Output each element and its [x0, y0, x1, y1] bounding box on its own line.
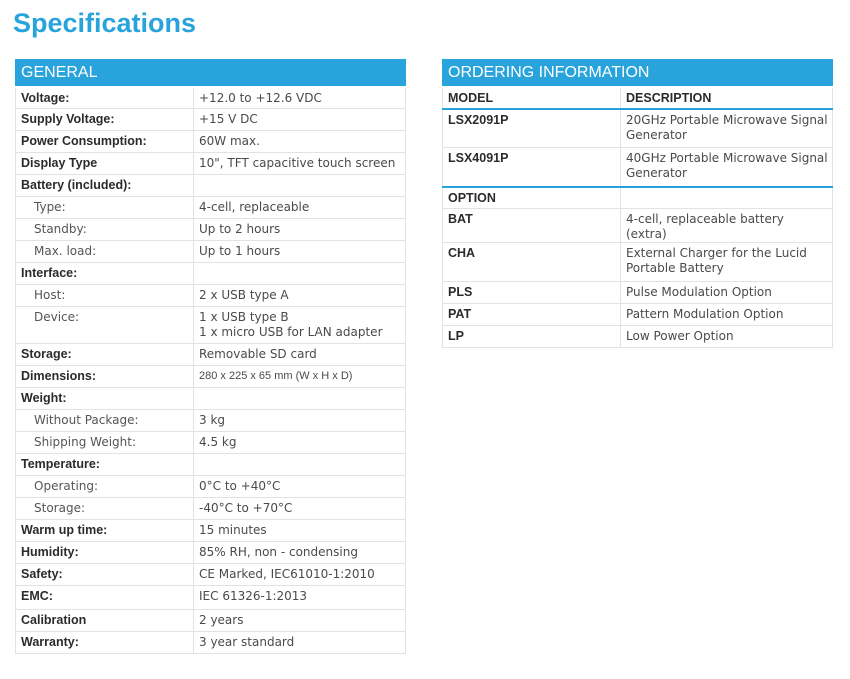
spec-label: Device:: [16, 307, 194, 344]
order-code: CHA: [443, 243, 621, 282]
ordering-header: ORDERING INFORMATION: [443, 60, 833, 87]
spec-value: 10", TFT capacitive touch screen: [194, 153, 406, 175]
table-row: [16, 564, 406, 586]
spec-label: Supply Voltage:: [16, 109, 194, 131]
table-row: [443, 209, 833, 243]
model-column-header: MODEL: [443, 87, 621, 109]
spec-label: EMC:: [16, 586, 194, 610]
order-description: Low Power Option: [621, 326, 833, 348]
general-header: GENERAL: [16, 60, 406, 87]
spec-value: 1 x USB type B 1 x micro USB for LAN adapter: [194, 307, 406, 344]
spec-label: Type:: [16, 197, 194, 219]
table-row: [16, 344, 406, 366]
option-header-row: [443, 187, 833, 209]
page-title: Specifications: [13, 8, 197, 38]
table-row: [16, 87, 406, 109]
table-row: [16, 131, 406, 153]
spec-value: CE Marked, IEC61010-1:2010: [194, 564, 406, 586]
spec-value: Up to 2 hours: [194, 219, 406, 241]
table-row: [16, 366, 406, 388]
order-description: Pulse Modulation Option: [621, 282, 833, 304]
spec-label: Power Consumption:: [16, 131, 194, 153]
spec-label: Storage:: [16, 498, 194, 520]
spec-value: 4-cell, replaceable: [194, 197, 406, 219]
spec-label: Weight:: [16, 388, 194, 410]
spec-label: Warm up time:: [16, 520, 194, 542]
spec-value: +12.0 to +12.6 VDC: [194, 87, 406, 109]
order-code: LP: [443, 326, 621, 348]
table-row: [443, 148, 833, 187]
spec-value: [194, 263, 406, 285]
spec-label: Interface:: [16, 263, 194, 285]
spec-value: 0°C to +40°C: [194, 476, 406, 498]
order-description: 4-cell, replaceable battery (extra): [621, 209, 833, 243]
spec-label: Temperature:: [16, 454, 194, 476]
spec-label: Without Package:: [16, 410, 194, 432]
table-row: [16, 241, 406, 263]
spec-label: Shipping Weight:: [16, 432, 194, 454]
spec-label: Max. load:: [16, 241, 194, 263]
table-row: [16, 197, 406, 219]
table-row: [16, 109, 406, 131]
spec-label: Standby:: [16, 219, 194, 241]
ordering-info-table: [442, 59, 833, 348]
spec-value: +15 V DC: [194, 109, 406, 131]
spec-value: 3 year standard: [194, 632, 406, 654]
table-row: [443, 243, 833, 282]
table-row: [16, 610, 406, 632]
order-description: 40GHz Portable Microwave Signal Generator: [621, 148, 833, 187]
table-row: [16, 263, 406, 285]
order-description: 20GHz Portable Microwave Signal Generator: [621, 109, 833, 148]
option-column-header: OPTION: [443, 187, 621, 209]
table-row: [16, 410, 406, 432]
table-row: [16, 476, 406, 498]
spec-value: [194, 454, 406, 476]
spec-value: [194, 175, 406, 197]
spec-label: Calibration: [16, 610, 194, 632]
spec-value: [194, 388, 406, 410]
spec-label: Operating:: [16, 476, 194, 498]
spec-value: 2 years: [194, 610, 406, 632]
spec-value: Removable SD card: [194, 344, 406, 366]
spec-label: Humidity:: [16, 542, 194, 564]
table-row: [16, 307, 406, 344]
order-code: PLS: [443, 282, 621, 304]
order-description: Pattern Modulation Option: [621, 304, 833, 326]
spec-label: Warranty:: [16, 632, 194, 654]
table-row: [443, 304, 833, 326]
spec-value: 2 x USB type A: [194, 285, 406, 307]
spec-value: 3 kg: [194, 410, 406, 432]
spec-label: Storage:: [16, 344, 194, 366]
table-row: [16, 388, 406, 410]
table-row: [16, 520, 406, 542]
table-row: [443, 282, 833, 304]
spec-label: Dimensions:: [16, 366, 194, 388]
table-row: [16, 586, 406, 610]
table-row: [16, 542, 406, 564]
table-row: [16, 153, 406, 175]
spec-value: 85% RH, non - condensing: [194, 542, 406, 564]
spec-value: 60W max.: [194, 131, 406, 153]
spec-label: Voltage:: [16, 87, 194, 109]
spec-value: 15 minutes: [194, 520, 406, 542]
order-code: LSX4091P: [443, 148, 621, 187]
table-row: [16, 285, 406, 307]
spec-value: 280 x 225 x 65 mm (W x H x D): [194, 366, 406, 388]
order-code: LSX2091P: [443, 109, 621, 148]
spec-label: Host:: [16, 285, 194, 307]
spec-value: Up to 1 hours: [194, 241, 406, 263]
table-row: [16, 432, 406, 454]
ordering-column-header-row: [443, 87, 833, 109]
order-code: BAT: [443, 209, 621, 243]
table-row: [16, 219, 406, 241]
table-row: [16, 175, 406, 197]
option-empty-cell: [621, 187, 833, 209]
spec-label: Battery (included):: [16, 175, 194, 197]
order-description: External Charger for the Lucid Portable Battery: [621, 243, 833, 282]
spec-label: Safety:: [16, 564, 194, 586]
table-row: [16, 632, 406, 654]
table-row: [443, 326, 833, 348]
description-column-header: DESCRIPTION: [621, 87, 833, 109]
order-code: PAT: [443, 304, 621, 326]
spec-value: 4.5 kg: [194, 432, 406, 454]
table-row: [16, 498, 406, 520]
spec-value: -40°C to +70°C: [194, 498, 406, 520]
general-spec-table: [15, 59, 406, 654]
table-row: [443, 109, 833, 148]
spec-label: Display Type: [16, 153, 194, 175]
spec-value: IEC 61326-1:2013: [194, 586, 406, 610]
table-row: [16, 454, 406, 476]
